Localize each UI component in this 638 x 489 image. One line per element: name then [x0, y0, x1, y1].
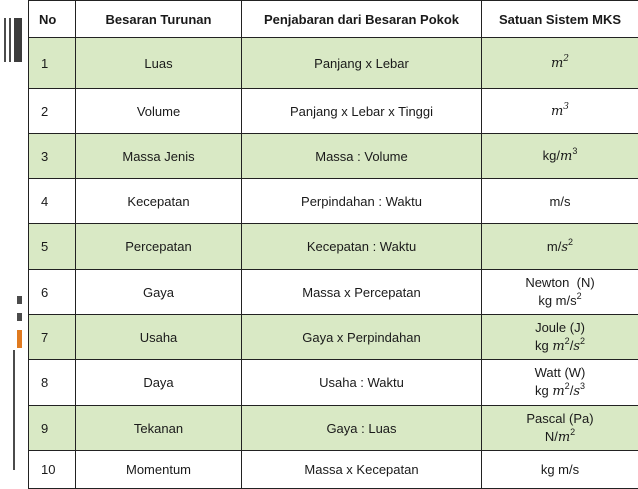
unit-formula: kg $m^2/s^3$: [535, 383, 585, 398]
cell-satuan: [482, 360, 638, 406]
cell-besaran: Percepatan: [76, 224, 242, 270]
cell-satuan: [482, 270, 638, 315]
unit-m-per-s2: $m/s^2$: [547, 239, 573, 254]
cell-besaran: Massa Jenis: [76, 134, 242, 179]
cell-satuan: m/s: [482, 179, 638, 224]
cell-satuan: kg m/s: [482, 451, 638, 489]
deco-bar: [14, 18, 22, 62]
unit-name: Joule (J): [535, 320, 585, 335]
cell-besaran: Volume: [76, 89, 242, 134]
table-row: [29, 224, 638, 270]
cell-penjabaran: Massa x Kecepatan: [242, 451, 482, 489]
table-row: [29, 406, 638, 451]
cell-penjabaran: Usaha : Waktu: [242, 360, 482, 406]
cell-satuan: [482, 89, 638, 134]
cell-no: 9: [29, 406, 76, 451]
unit-formula: $N/m^2$: [545, 429, 575, 444]
cell-no: 5: [29, 224, 76, 270]
cell-besaran: Momentum: [76, 451, 242, 489]
cell-penjabaran: Kecepatan : Waktu: [242, 224, 482, 270]
cell-satuan: [482, 224, 638, 270]
header-penjabaran: Penjabaran dari Besaran Pokok: [242, 1, 482, 38]
unit-name: Watt (W): [535, 365, 586, 380]
cell-no: 4: [29, 179, 76, 224]
cell-satuan: [482, 38, 638, 89]
besaran-turunan-table: [28, 0, 638, 489]
header-no: No: [29, 1, 76, 38]
header-besaran: Besaran Turunan: [76, 1, 242, 38]
cell-penjabaran: Massa x Percepatan: [242, 270, 482, 315]
cell-no: 7: [29, 315, 76, 360]
table-row: [29, 38, 638, 89]
table-header-row: [29, 1, 638, 38]
unit-m3: $m^3$: [551, 104, 569, 119]
cell-besaran: Daya: [76, 360, 242, 406]
cell-no: 2: [29, 89, 76, 134]
table-row: [29, 360, 638, 406]
cell-besaran: Tekanan: [76, 406, 242, 451]
table-row: [29, 89, 638, 134]
deco-bar: [17, 313, 22, 321]
deco-bar: [9, 18, 11, 62]
cell-besaran: Kecepatan: [76, 179, 242, 224]
cell-penjabaran: Gaya x Perpindahan: [242, 315, 482, 360]
cell-besaran: Gaya: [76, 270, 242, 315]
unit-name: Newton (N): [525, 275, 594, 290]
cell-satuan: [482, 406, 638, 451]
slide-decoration: [0, 0, 28, 479]
cell-besaran: Luas: [76, 38, 242, 89]
cell-satuan: [482, 315, 638, 360]
deco-bar: [17, 296, 22, 304]
cell-satuan: [482, 134, 638, 179]
cell-no: 10: [29, 451, 76, 489]
cell-no: 1: [29, 38, 76, 89]
cell-no: 6: [29, 270, 76, 315]
deco-bar: [13, 350, 15, 470]
cell-penjabaran: Massa : Volume: [242, 134, 482, 179]
cell-penjabaran: Perpindahan : Waktu: [242, 179, 482, 224]
cell-no: 8: [29, 360, 76, 406]
table-row: [29, 451, 638, 489]
cell-penjabaran: Panjang x Lebar: [242, 38, 482, 89]
table-row: [29, 315, 638, 360]
cell-penjabaran: Panjang x Lebar x Tinggi: [242, 89, 482, 134]
unit-formula: kg $m/s^2$: [538, 293, 581, 308]
cell-penjabaran: Gaya : Luas: [242, 406, 482, 451]
unit-name: Pascal (Pa): [526, 411, 593, 426]
table-row: [29, 179, 638, 224]
unit-kg-per-m3: $kg/m^3$: [543, 148, 578, 163]
cell-besaran: Usaha: [76, 315, 242, 360]
header-satuan: Satuan Sistem MKS: [482, 1, 638, 38]
unit-formula: kg $m^2/s^2$: [535, 338, 585, 353]
deco-bar: [4, 18, 6, 62]
deco-bar-accent: [17, 330, 22, 348]
table-row: [29, 134, 638, 179]
unit-m2: $m^2$: [551, 56, 569, 71]
table-row: [29, 270, 638, 315]
cell-no: 3: [29, 134, 76, 179]
